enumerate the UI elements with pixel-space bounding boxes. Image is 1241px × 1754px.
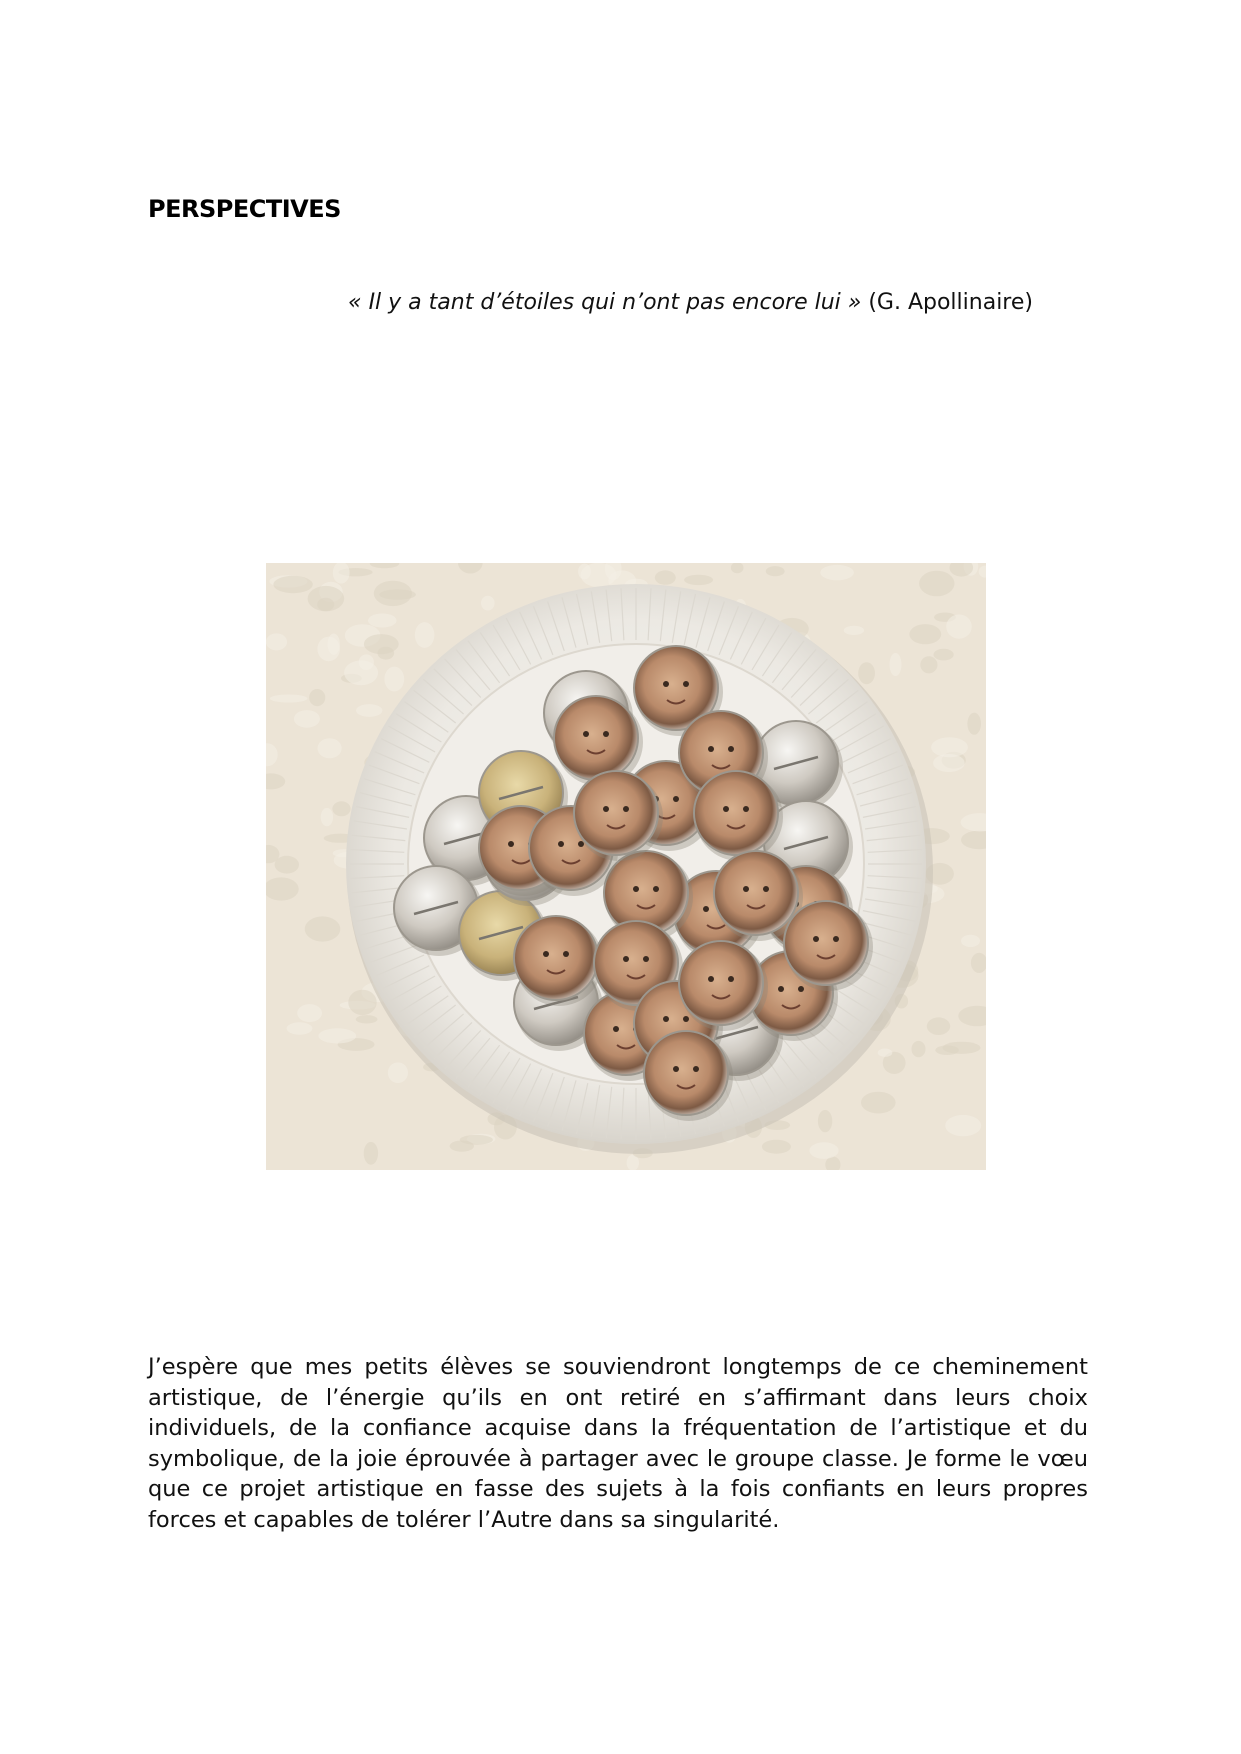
photo-badge <box>514 916 598 1000</box>
rug-tuft <box>945 1115 981 1136</box>
rug-tuft <box>328 634 340 655</box>
rug-tuft <box>305 916 341 941</box>
badge-face-eye <box>613 1026 619 1032</box>
rug-tuft <box>820 565 854 580</box>
badge-face-eye <box>603 731 609 737</box>
rug-tuft <box>909 624 941 644</box>
rug-tuft <box>481 596 495 611</box>
photo-badge <box>679 941 763 1025</box>
rug-tuft <box>384 667 404 692</box>
badge-face-eye <box>683 681 689 687</box>
rug-tuft <box>878 1049 893 1057</box>
photo-badge <box>714 851 798 935</box>
badges-photo-illustration <box>266 563 986 1170</box>
badge-face-eye <box>603 806 609 812</box>
rug-tuft <box>318 738 342 758</box>
rug-tuft <box>961 935 980 947</box>
badge-face-eye <box>623 956 629 962</box>
rug-tuft <box>861 1092 896 1114</box>
badge-face-eye <box>583 731 589 737</box>
rug-tuft <box>578 564 591 580</box>
rug-tuft <box>927 1017 950 1035</box>
badge-face-eye <box>663 681 669 687</box>
rug-tuft <box>858 662 875 684</box>
badge-face-eye <box>813 936 819 942</box>
badge-face-eye <box>703 906 709 912</box>
rug-tuft <box>364 634 399 654</box>
epigraph <box>348 290 1088 315</box>
rug-tuft <box>318 1028 356 1043</box>
rug-tuft <box>809 1142 838 1159</box>
rug-tuft <box>943 1042 981 1054</box>
badge-face-eye <box>763 886 769 892</box>
badge-face-eye <box>673 796 679 802</box>
rug-tuft <box>356 704 382 717</box>
badge-face-eye <box>728 976 734 982</box>
epigraph-attribution: (G. Apollinaire) <box>868 290 1033 315</box>
rug-tuft <box>919 571 954 597</box>
epigraph-quote: « Il y a tant d’étoiles qui n’ont pas encore lui » <box>348 290 862 315</box>
rug-tuft <box>266 633 287 650</box>
badge-face-eye <box>543 951 549 957</box>
rug-tuft <box>309 689 325 706</box>
badge-face-eye <box>693 1066 699 1072</box>
rug-tuft <box>379 589 416 599</box>
rug-tuft <box>920 656 937 673</box>
badge-face-eye <box>723 806 729 812</box>
rug-tuft <box>655 570 676 584</box>
rug-tuft <box>270 695 308 703</box>
rug-tuft <box>287 1022 313 1034</box>
rug-tuft <box>321 808 333 826</box>
rug-tuft <box>356 1015 378 1023</box>
rug-tuft <box>297 1004 322 1022</box>
rug-tuft <box>348 990 376 1015</box>
badge-face-eye <box>558 841 564 847</box>
page-heading: PERSPECTIVES <box>148 195 341 223</box>
body-paragraph: J’espère que mes petits élèves se souviendront longtemps de ce cheminement artistique, de l’énergie qu’ils en ont retiré en s’affirmant dans leurs choix individuels, de la confiance acquise dans la fréquentation de l’artistique et du symbolique, de la joie éprouvée à partager avec le groupe classe. Je forme le vœu que ce projet artistique en fasse des sujets à la fois confiants en leurs propres forces et capables de tolérer l’Autre dans sa singularité. <box>148 1354 1088 1533</box>
badge-face-eye <box>653 886 659 892</box>
rug-tuft <box>415 622 435 648</box>
rug-tuft <box>332 801 350 816</box>
badge-face-eye <box>683 1016 689 1022</box>
badge-face-eye <box>708 746 714 752</box>
rug-tuft <box>844 626 864 635</box>
rug-tuft <box>933 754 965 772</box>
rug-tuft <box>308 586 345 611</box>
badge-face-eye <box>708 976 714 982</box>
rug-tuft <box>762 1140 791 1154</box>
rug-tuft <box>273 576 312 593</box>
badge-face-eye <box>728 746 734 752</box>
badge-face-eye <box>508 841 514 847</box>
badge-face-eye <box>643 956 649 962</box>
photo-badge <box>574 771 658 855</box>
rug-tuft <box>388 1062 408 1083</box>
rug-tuft <box>450 1141 474 1152</box>
badge-face-eye <box>673 1066 679 1072</box>
badge-face-eye <box>778 986 784 992</box>
rug-tuft <box>912 1041 926 1057</box>
rug-tuft <box>359 654 374 670</box>
rug-tuft <box>890 653 902 676</box>
badges-photo <box>266 563 986 1170</box>
photo-badge <box>644 1031 728 1115</box>
rug-tuft <box>934 649 954 661</box>
rug-tuft <box>946 615 972 639</box>
rug-tuft <box>684 575 713 585</box>
badge-face-eye <box>743 806 749 812</box>
photo-badge <box>784 901 868 985</box>
rug-tuft <box>294 710 320 728</box>
rug-tuft <box>368 614 397 628</box>
rug-tuft <box>275 856 299 874</box>
badge-face-eye <box>623 806 629 812</box>
rug-tuft <box>766 566 785 576</box>
badge-face-eye <box>563 951 569 957</box>
badge-face-eye <box>743 886 749 892</box>
badge-face-eye <box>798 986 804 992</box>
rug-tuft <box>818 1110 832 1132</box>
photo-badge <box>554 696 638 780</box>
badge-face-eye <box>663 1016 669 1022</box>
photo-badge <box>694 771 778 855</box>
badge-face-eye <box>633 886 639 892</box>
rug-tuft <box>364 1142 378 1165</box>
badge-face-eye <box>833 936 839 942</box>
rug-tuft <box>967 713 981 735</box>
